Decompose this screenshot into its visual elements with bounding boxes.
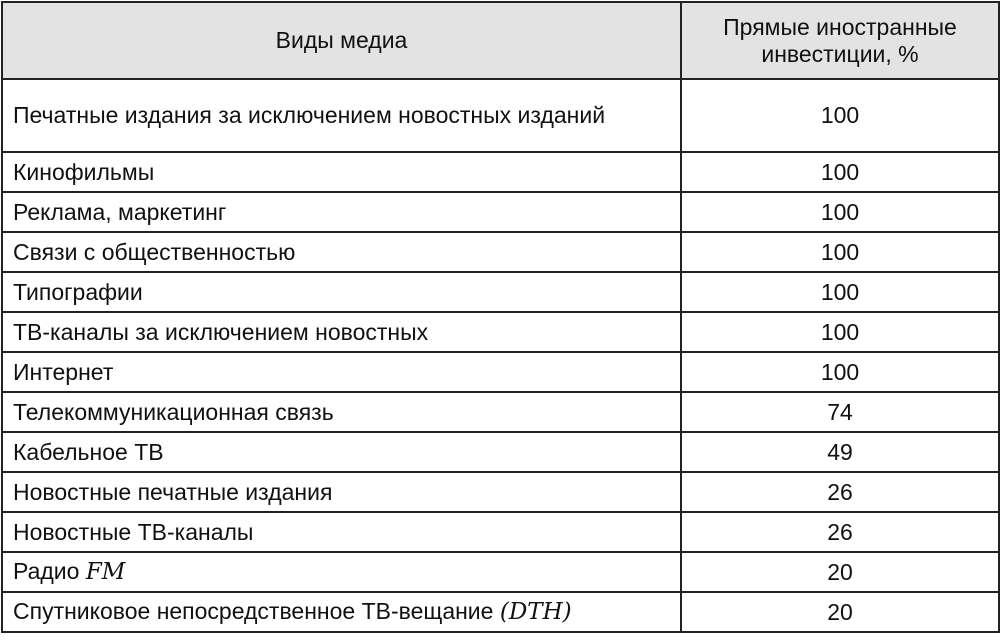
table-row (2, 152, 999, 192)
fdi-media-table (1, 1, 1000, 633)
table-header-row (2, 2, 999, 79)
fdi-value-cell: 74 (681, 392, 999, 432)
table-row (2, 552, 999, 592)
fdi-value-cell: 100 (681, 232, 999, 272)
table-row (2, 472, 999, 512)
table-row (2, 192, 999, 232)
table-row (2, 79, 999, 152)
media-type-cell (2, 552, 681, 592)
media-type-cell: Интернет (2, 352, 681, 392)
fdi-value-cell: 100 (681, 272, 999, 312)
media-type-cell (2, 592, 681, 632)
fdi-value-cell: 49 (681, 432, 999, 472)
fdi-value-cell: 100 (681, 352, 999, 392)
fdi-value-cell: 100 (681, 312, 999, 352)
media-abbreviation: (DTH) (499, 599, 572, 625)
fdi-value-cell: 100 (681, 192, 999, 232)
table-row (2, 512, 999, 552)
header-fdi-percent: Прямые иностранные инвестиции, % (681, 2, 999, 79)
table-row (2, 432, 999, 472)
media-type-cell: Печатные издания за исключением новостных изданий (2, 79, 681, 152)
media-type-cell: Новостные ТВ-каналы (2, 512, 681, 552)
fdi-value-cell: 100 (681, 152, 999, 192)
table-row (2, 232, 999, 272)
media-type-cell: Кабельное ТВ (2, 432, 681, 472)
fdi-value-cell: 26 (681, 472, 999, 512)
fdi-value-cell: 20 (681, 592, 999, 632)
fdi-value-cell: 100 (681, 79, 999, 152)
media-type-cell: Типографии (2, 272, 681, 312)
media-type-cell: Связи с общественностью (2, 232, 681, 272)
fdi-value-cell: 26 (681, 512, 999, 552)
media-type-cell: ТВ-каналы за исключением новостных (2, 312, 681, 352)
table-row (2, 352, 999, 392)
media-type-text: Спутниковое непосредственное ТВ-вещание (13, 598, 494, 624)
media-type-cell: Новостные печатные издания (2, 472, 681, 512)
table-row (2, 272, 999, 312)
table-row (2, 592, 999, 632)
media-abbreviation: FM (85, 559, 126, 585)
media-type-cell: Телекоммуникационная связь (2, 392, 681, 432)
media-type-cell: Реклама, маркетинг (2, 192, 681, 232)
media-type-cell: Кинофильмы (2, 152, 681, 192)
header-media-type: Виды медиа (2, 2, 681, 79)
table-row (2, 312, 999, 352)
fdi-value-cell: 20 (681, 552, 999, 592)
table-row (2, 392, 999, 432)
media-type-text: Радио (13, 558, 80, 584)
